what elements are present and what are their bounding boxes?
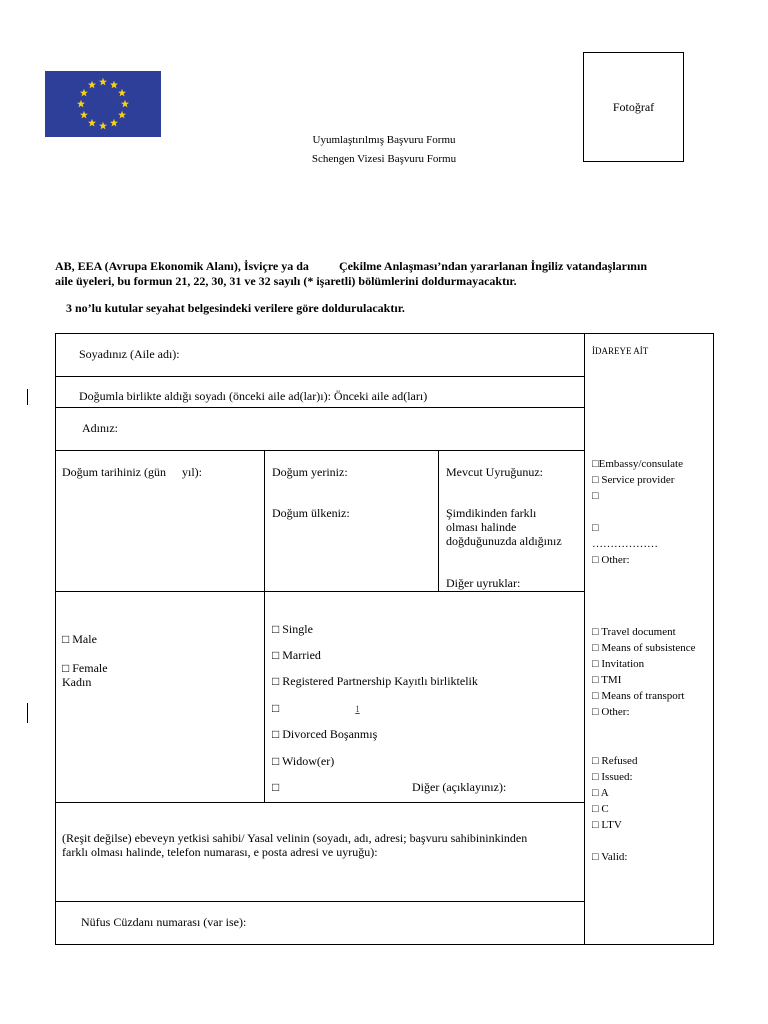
eu-star-icon [99, 78, 107, 86]
official-use-item[interactable]: □ Means of subsistence [592, 642, 696, 654]
official-use-item[interactable]: □ TMI [592, 674, 622, 686]
civil-other-checkbox[interactable]: □ [272, 780, 280, 794]
eu-star-icon [88, 81, 96, 89]
official-use-item[interactable]: □ Invitation [592, 658, 645, 670]
row-divider [55, 450, 584, 451]
official-use-item[interactable]: □ A [592, 787, 609, 799]
civil-partnership-checkbox[interactable]: □ Registered Partnership Kayıtlı birliktelik [272, 674, 478, 688]
row-divider [55, 591, 584, 592]
row-divider [55, 376, 584, 377]
civil-box: □ [272, 701, 280, 715]
official-use-item[interactable]: □ Service provider [592, 474, 675, 486]
eu-star-icon [80, 111, 88, 119]
official-use-item[interactable]: □ [592, 522, 599, 534]
official-use-item[interactable]: □ Valid: [592, 851, 628, 863]
dob-year-label: yıl): [181, 465, 202, 479]
margin-mark [27, 703, 28, 723]
birthplace-field-label[interactable]: Doğum yeriniz: [272, 465, 348, 479]
form-title-schengen: Schengen Vizesi Başvuru Formu [311, 153, 457, 165]
eu-stars-icon [45, 71, 161, 137]
cell-divider [438, 450, 439, 591]
row-divider [55, 802, 584, 803]
official-use-item[interactable]: □ Travel document [592, 626, 676, 638]
official-use-item[interactable]: □ [592, 490, 599, 502]
civil-widow-checkbox[interactable]: □ Widow(er) [272, 754, 335, 768]
nationality-field-label[interactable]: Mevcut Uyruğunuz: [446, 465, 543, 479]
eu-star-icon [88, 119, 96, 127]
cell-divider [264, 450, 265, 591]
eu-star-icon [118, 89, 126, 97]
notice-line-1a: AB, EEA (Avrupa Ekonomik Alanı), İsviçre ya da [55, 259, 309, 273]
photo-label: Fotoğraf [612, 99, 655, 114]
eu-flag-logo [45, 71, 161, 137]
row-divider [55, 901, 584, 902]
official-use-item[interactable]: □ C [592, 803, 609, 815]
surname-field-label[interactable]: Soyadınız (Aile adı): [79, 347, 180, 361]
eu-star-icon [80, 89, 88, 97]
civil-other-label: Diğer (açıklayınız): [412, 780, 507, 794]
official-use-group-1 [592, 456, 683, 568]
margin-mark [27, 389, 28, 405]
civil-single-checkbox[interactable]: □ Single [272, 622, 313, 636]
guardian-field-label[interactable]: (Reşit değilse) ebeveyn yetkisi sahibi/ Yasal velinin (soyadı, adı, adresi; başvuru sahibininkinden [62, 831, 528, 845]
eu-star-icon [121, 100, 129, 108]
dob-label: Doğum tarihiniz (gün [62, 465, 166, 479]
eu-star-icon [110, 81, 118, 89]
nationality-at-birth-line: Şimdikinden farklı [446, 506, 537, 520]
eu-star-icon [99, 122, 107, 130]
official-use-title: İDAREYE AİT [592, 346, 649, 356]
eu-star-icon [77, 100, 85, 108]
dob-field-label[interactable] [62, 465, 202, 479]
official-use-item[interactable]: □Embassy/consulate [592, 458, 683, 470]
notice-line-1 [55, 259, 725, 274]
column-divider [584, 333, 585, 945]
official-use-item[interactable]: □ Issued: [592, 771, 633, 783]
sex-male-checkbox[interactable]: □ Male [62, 632, 97, 646]
form-title-harmonised: Uyumlaştırılmış Başvuru Formu [312, 134, 456, 146]
footnote-link[interactable]: 1 [355, 704, 360, 714]
official-use-item: ……………… [592, 538, 658, 550]
official-use-item[interactable]: □ LTV [592, 819, 622, 831]
civil-separated-checkbox[interactable] [272, 701, 360, 716]
guardian-field-label-cont: farklı olması halinde, telefon numarası, e posta adresi ve uyruğu): [62, 845, 378, 859]
notice-line-1b: Çekilme Anlaşması’ndan yararlanan İngiliz vatandaşlarının [338, 259, 647, 273]
birth-surname-field-label[interactable]: Doğumla birlikte aldığı soyadı (önceki aile ad(lar)ı): Önceki aile ad(ları) [79, 389, 428, 403]
official-use-item[interactable]: □ Other: [592, 706, 630, 718]
id-number-field-label[interactable]: Nüfus Cüzdanı numarası (var ise): [81, 915, 247, 929]
official-use-item[interactable]: □ Refused [592, 755, 638, 767]
official-use-group-2 [592, 624, 696, 720]
cell-divider [264, 591, 265, 802]
sex-female-label-tr: Kadın [62, 675, 92, 689]
notice-line-2: aile üyeleri, bu formun 21, 22, 30, 31 ve 32 sayılı (* işaretli) bölümlerini doldurmayacaktır. [55, 274, 517, 288]
official-use-item [592, 504, 683, 520]
birth-country-field-label[interactable]: Doğum ülkeniz: [272, 506, 350, 520]
nationality-at-birth-line: olması halinde [446, 520, 517, 534]
eu-star-icon [118, 111, 126, 119]
civil-married-checkbox[interactable]: □ Married [272, 648, 321, 662]
eu-star-icon [110, 119, 118, 127]
sex-female-checkbox[interactable]: □ Female [62, 661, 108, 675]
other-nationalities-field-label[interactable]: Diğer uyruklar: [446, 576, 521, 590]
civil-divorced-checkbox[interactable]: □ Divorced Boşanmış [272, 727, 378, 741]
nationality-at-birth-line: doğduğunuzda aldığınız [446, 534, 562, 548]
row-divider [55, 407, 584, 408]
official-use-item[interactable]: □ Other: [592, 554, 630, 566]
official-use-item [592, 833, 637, 849]
official-use-group-3 [592, 753, 637, 865]
first-name-field-label[interactable]: Adınız: [82, 421, 118, 435]
notice-line-3: 3 no’lu kutular seyahat belgesindeki verilere göre doldurulacaktır. [66, 301, 405, 315]
official-use-item[interactable]: □ Means of transport [592, 690, 685, 702]
